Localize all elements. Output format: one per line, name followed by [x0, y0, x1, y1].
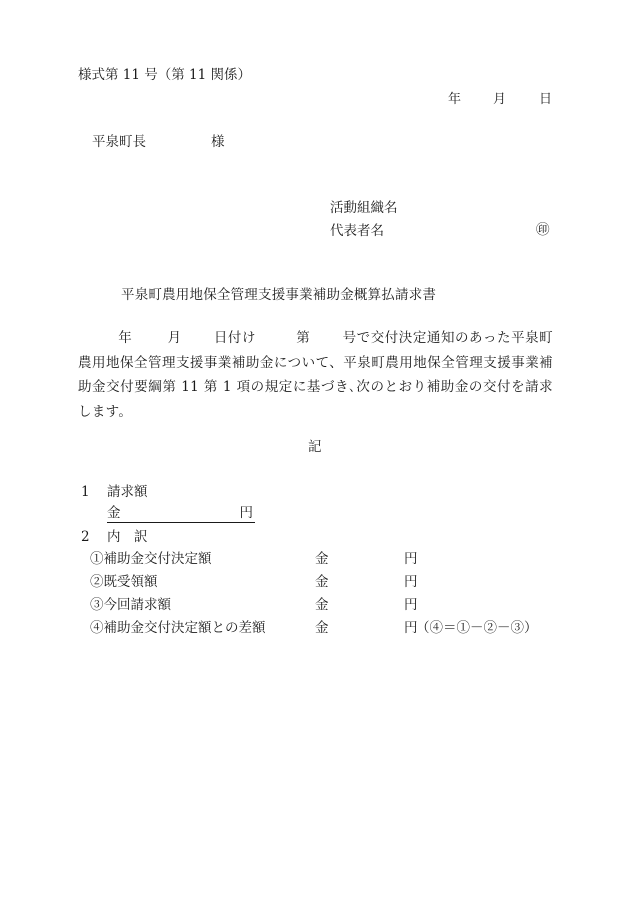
breakdown-label: ①補助金交付決定額 — [90, 551, 212, 567]
breakdown-row — [90, 599, 560, 615]
addressee-name: 平泉町長 — [92, 134, 146, 150]
breakdown-prefix: 金 — [315, 620, 329, 636]
section1-heading: 請求額 — [107, 484, 148, 500]
breakdown-label: ④補助金交付決定額との差額 — [90, 620, 266, 636]
org-name-label: 活動組織名 — [330, 200, 398, 216]
representative-label: 代表者名 — [330, 223, 384, 239]
section2-heading: 内 訳 — [107, 529, 148, 545]
section1-number: 1 — [81, 484, 90, 500]
breakdown-suffix: 円 — [404, 574, 418, 590]
form-number: 様式第 11 号（第 11 関係） — [78, 67, 252, 83]
body-text: 号で交付決定通知のあった平泉町農用地保全管理支援事業補助金について、平泉町農用地保全管理支援事業補助金交付要綱第 11 第 1 項の規定に基づき､次のとおり補助金の交付を請求します。 — [78, 330, 553, 420]
breakdown-prefix: 金 — [315, 551, 329, 567]
date-day: 日 — [539, 92, 553, 107]
breakdown-label: ③今回請求額 — [90, 597, 171, 613]
body-year: 年 — [118, 330, 133, 346]
breakdown-suffix: 円 — [404, 551, 418, 567]
seal-mark: ㊞ — [536, 222, 550, 238]
body-month: 月 — [167, 330, 182, 346]
breakdown-suffix: 円 — [404, 597, 418, 613]
request-amount-suffix: 円 — [239, 505, 253, 521]
request-amount — [107, 507, 255, 523]
date-year: 年 — [448, 92, 462, 107]
body-dai: 第 — [296, 330, 311, 346]
request-amount-prefix: 金 — [107, 505, 121, 521]
breakdown-row — [90, 622, 560, 638]
document-title: 平泉町農用地保全管理支援事業補助金概算払請求書 — [121, 287, 437, 303]
ki-marker: 記 — [308, 439, 322, 455]
addressee-honorific: 様 — [211, 134, 225, 150]
breakdown-label: ②既受領額 — [90, 574, 158, 590]
breakdown-suffix: 円 — [404, 620, 418, 636]
breakdown-row — [90, 576, 560, 592]
breakdown-prefix: 金 — [315, 574, 329, 590]
breakdown-note: （④＝①－②－③） — [416, 620, 538, 636]
body-date-suffix: 日付け — [213, 330, 257, 346]
breakdown-row — [90, 553, 560, 569]
breakdown-prefix: 金 — [315, 597, 329, 613]
date-month: 月 — [493, 92, 507, 107]
body-paragraph — [78, 326, 553, 424]
section2-number: 2 — [81, 529, 90, 545]
